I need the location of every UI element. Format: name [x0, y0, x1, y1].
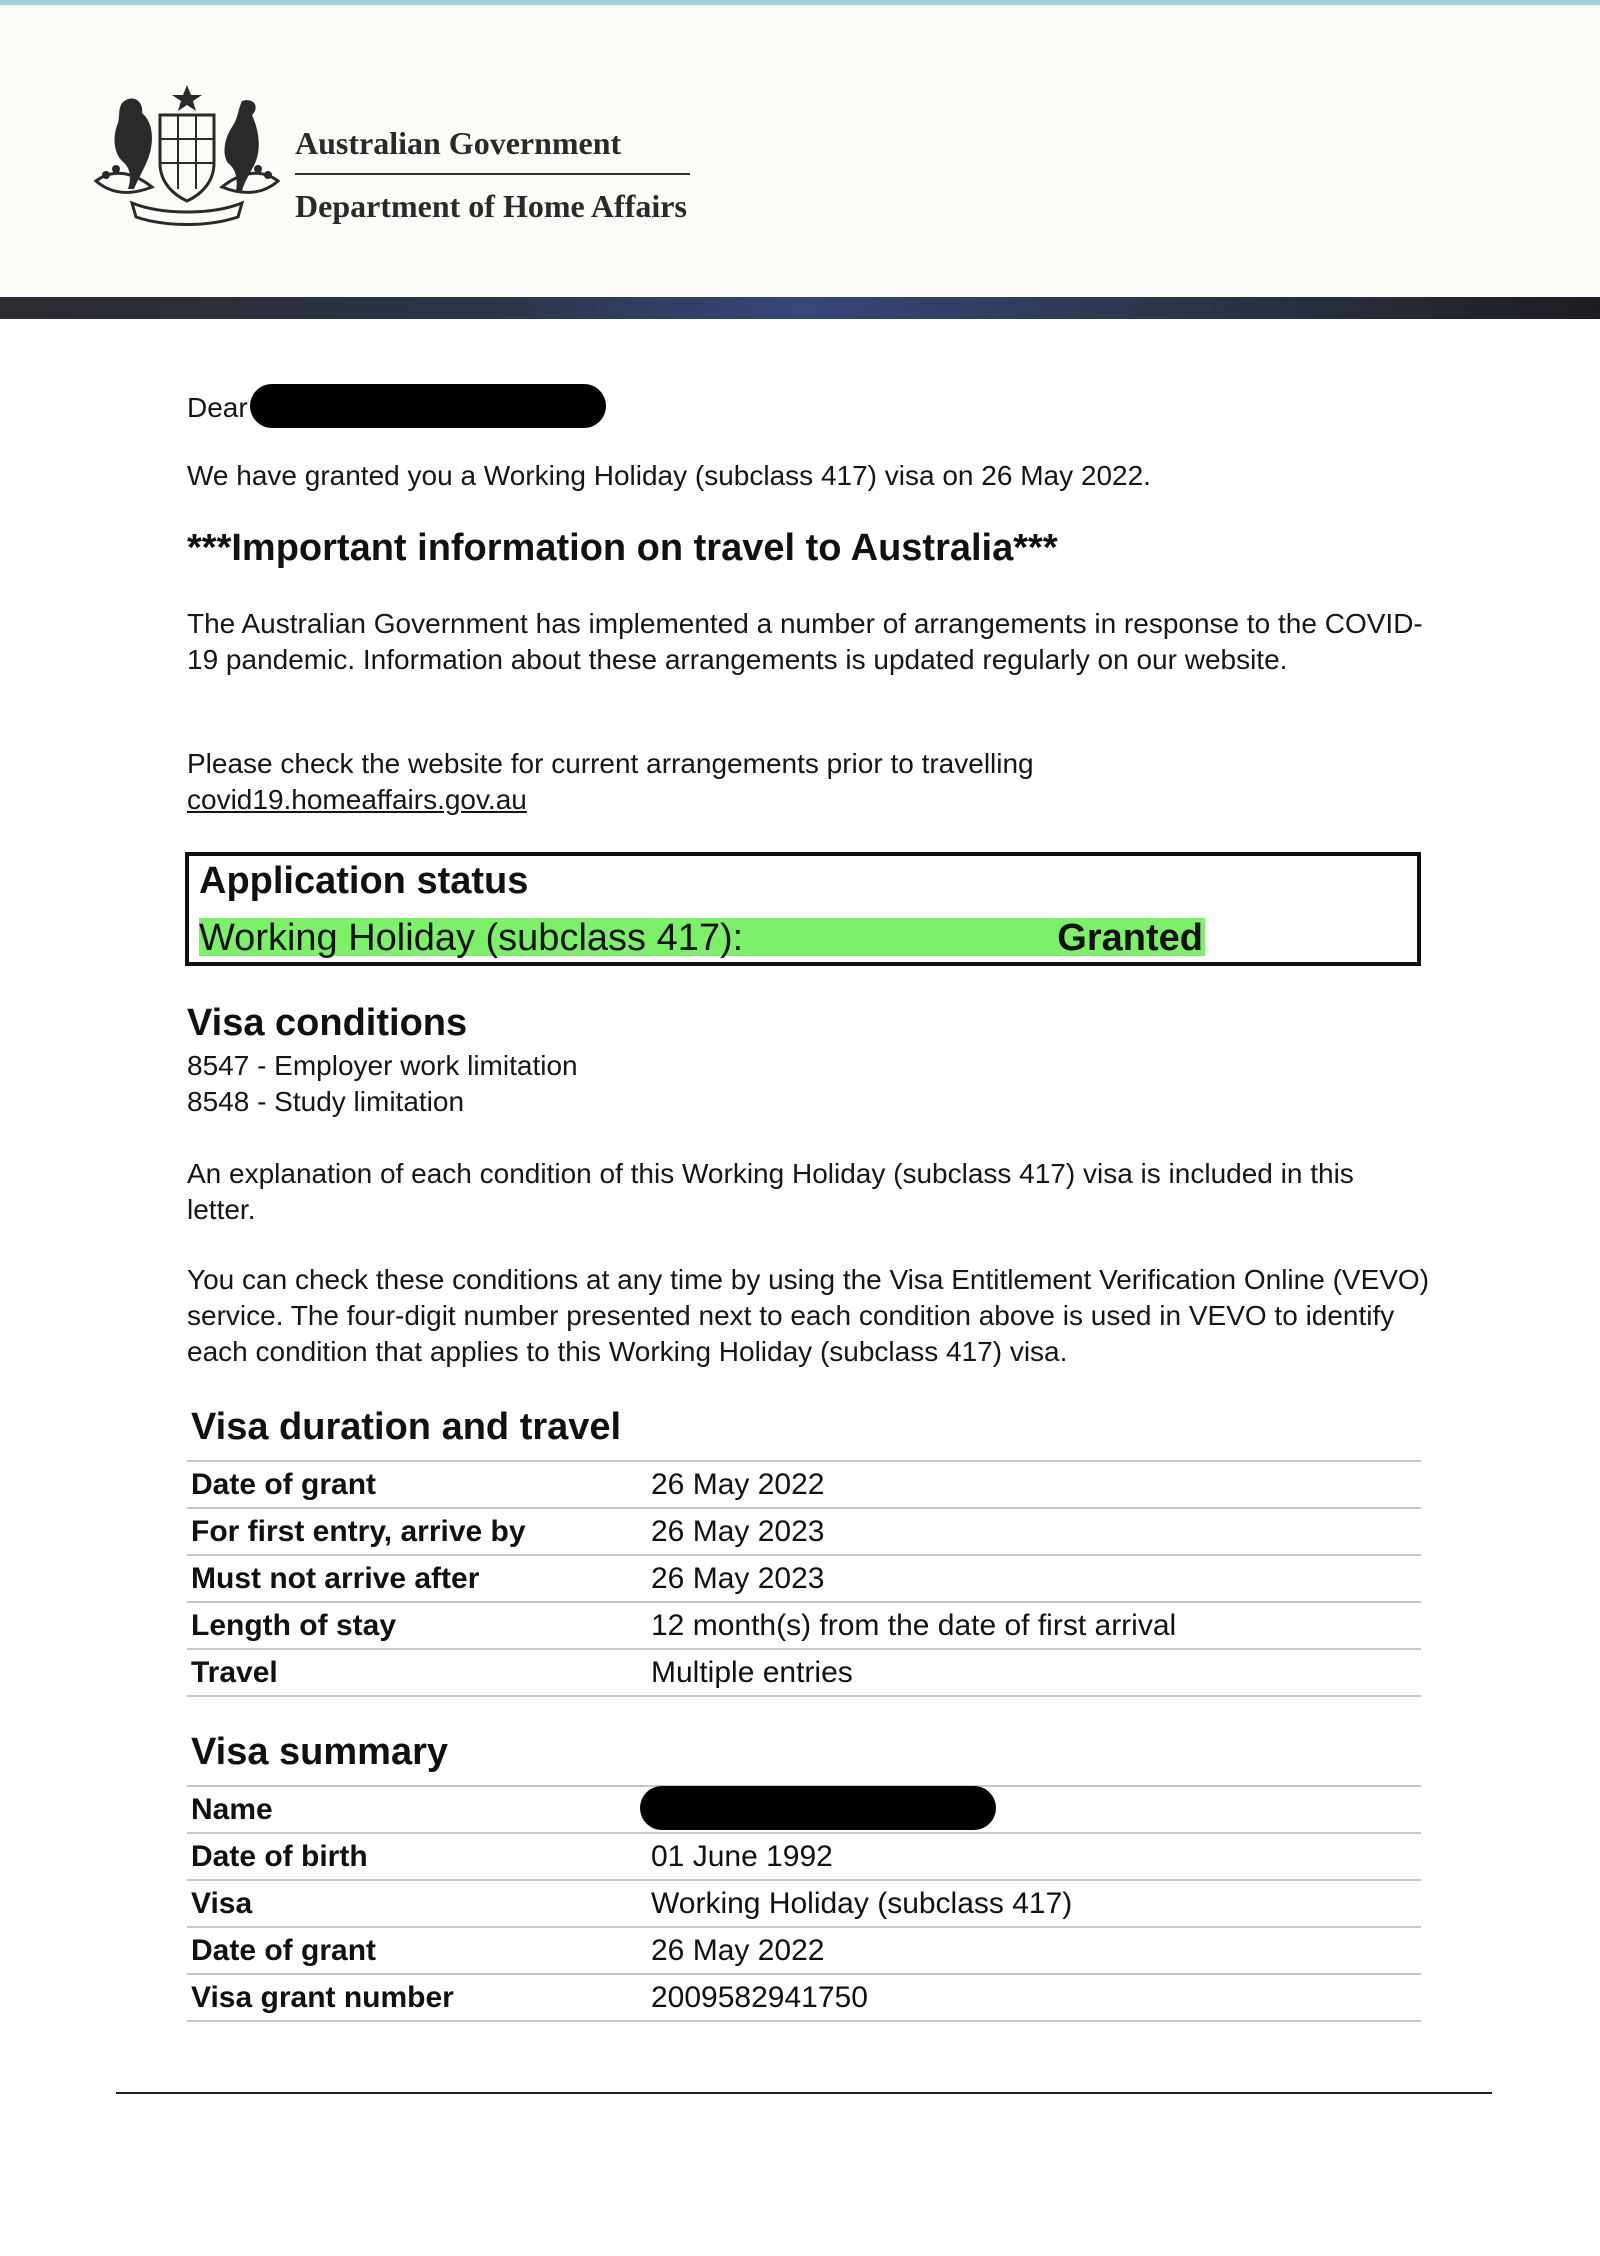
redacted-name	[250, 384, 606, 428]
row-label: Length of stay	[187, 1602, 647, 1649]
row-value: 26 May 2023	[647, 1555, 1421, 1602]
table-row	[187, 1880, 1421, 1927]
status-highlight	[199, 917, 1205, 959]
table-row	[187, 1974, 1421, 2021]
row-value: Working Holiday (subclass 417)	[647, 1880, 1421, 1927]
header-divider	[295, 173, 690, 175]
row-value: 26 May 2022	[647, 1461, 1421, 1508]
table-row	[187, 1927, 1421, 1974]
application-status-box	[185, 852, 1421, 966]
row-label: Visa grant number	[187, 1974, 647, 2021]
important-heading: ***Important information on travel to Australia***	[187, 527, 1058, 569]
table-row	[187, 1649, 1421, 1696]
table-row	[187, 1508, 1421, 1555]
row-label: Name	[187, 1786, 647, 1833]
condition-item: 8547 - Employer work limitation	[187, 1050, 578, 1081]
header-band	[0, 297, 1600, 319]
visa-duration-heading: Visa duration and travel	[191, 1406, 622, 1448]
government-name: Australian Government	[295, 125, 622, 161]
table-row	[187, 1461, 1421, 1508]
row-value: 12 month(s) from the date of first arrival	[647, 1602, 1421, 1649]
row-label: Date of birth	[187, 1833, 647, 1880]
visa-type: Working Holiday (subclass 417):	[199, 917, 744, 959]
row-value: 01 June 1992	[647, 1833, 1421, 1880]
salutation: Dear	[187, 392, 248, 423]
covid-website-link[interactable]: covid19.homeaffairs.gov.au	[187, 784, 527, 815]
row-value: 26 May 2022	[647, 1927, 1421, 1974]
covid-paragraph: The Australian Government has implemented a number of arrangements in response to the COVID-19 pandemic. Information about these arrangements is updated regularly on our website.	[187, 608, 1423, 675]
redacted-summary-name	[640, 1786, 996, 1830]
conditions-explanation: An explanation of each condition of this Working Holiday (subclass 417) visa is included in this letter.	[187, 1158, 1354, 1225]
vevo-paragraph: You can check these conditions at any time by using the Visa Entitlement Verification Online (VEVO) service. The four-digit number presented next to each condition above is used in VEVO to identify each condition that applies to this Working Holiday (subclass 417) visa.	[187, 1264, 1430, 1367]
condition-item: 8548 - Study limitation	[187, 1086, 465, 1117]
table-row	[187, 1555, 1421, 1602]
row-label: For first entry, arrive by	[187, 1508, 647, 1555]
row-value: 2009582941750	[647, 1974, 1421, 2021]
row-label: Visa	[187, 1880, 647, 1927]
letterhead	[0, 5, 1600, 297]
visa-duration-table	[187, 1460, 1421, 1697]
visa-summary-heading: Visa summary	[191, 1731, 449, 1773]
row-value: Multiple entries	[647, 1649, 1421, 1696]
row-label: Date of grant	[187, 1461, 647, 1508]
department-name: Department of Home Affairs	[295, 188, 687, 224]
status-badge: Granted	[1057, 917, 1203, 959]
row-value: 26 May 2023	[647, 1508, 1421, 1555]
row-label: Must not arrive after	[187, 1555, 647, 1602]
grant-sentence: We have granted you a Working Holiday (subclass 417) visa on 26 May 2022.	[187, 460, 1151, 491]
coat-of-arms-icon	[92, 83, 282, 233]
application-status-title: Application status	[199, 860, 529, 902]
visa-conditions-heading: Visa conditions	[187, 1002, 468, 1044]
footer-divider	[116, 2092, 1492, 2094]
table-row	[187, 1833, 1421, 1880]
row-label: Travel	[187, 1649, 647, 1696]
table-row	[187, 1602, 1421, 1649]
check-text: Please check the website for current arrangements prior to travelling	[187, 748, 1034, 779]
row-label: Date of grant	[187, 1927, 647, 1974]
